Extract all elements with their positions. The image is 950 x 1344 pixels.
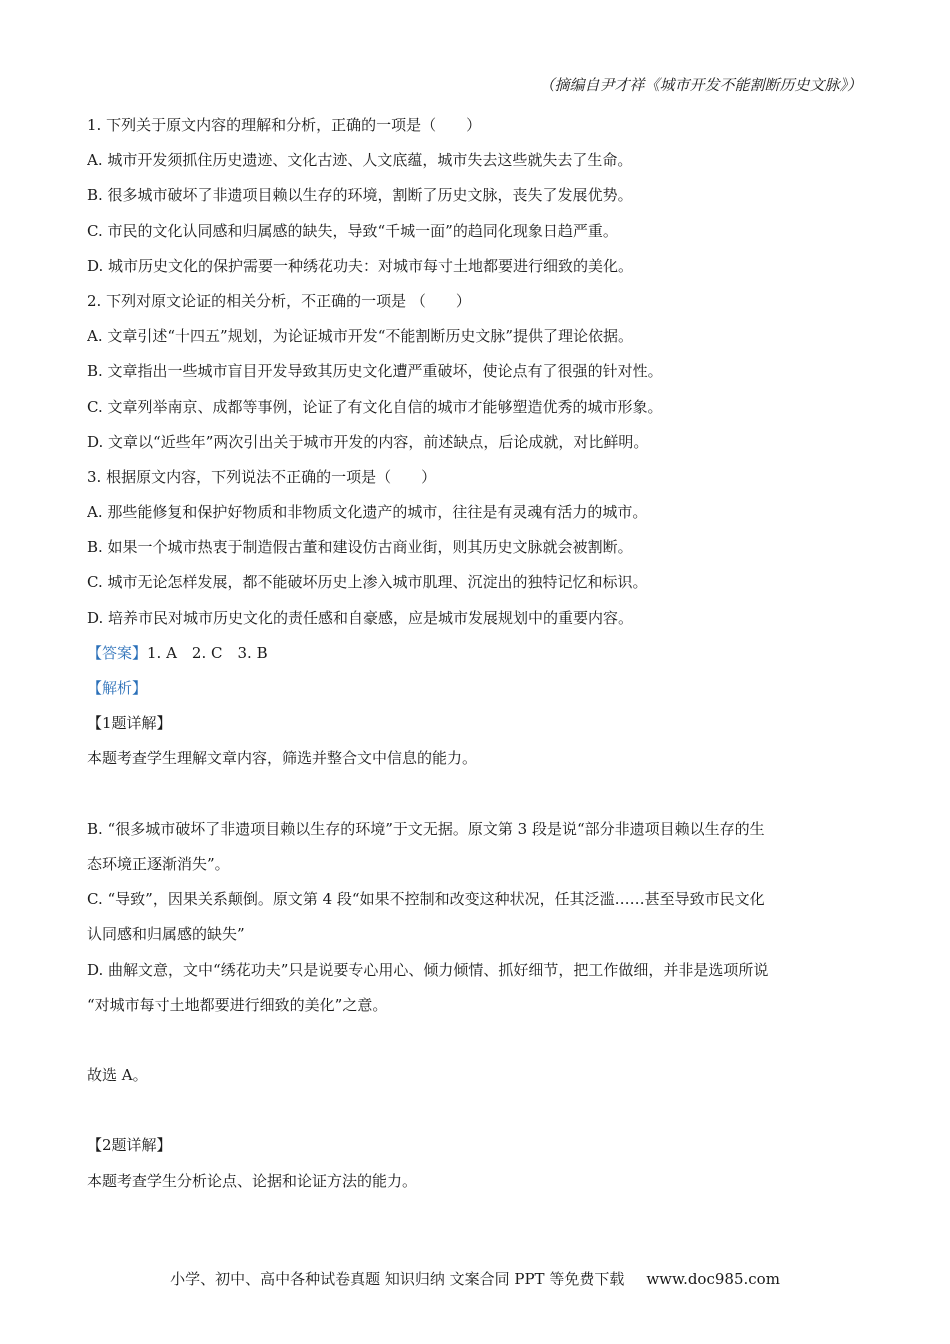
page-footer — [0, 1268, 950, 1289]
q1-conclusion: 故选 A。 — [87, 1066, 148, 1085]
spacer — [87, 1093, 867, 1128]
spacer — [87, 777, 867, 812]
question-2-stem: 2. 下列对原文论证的相关分析，不正确的一项是 （ ） — [87, 291, 471, 310]
answer-text: 1. A 2. C 3. B — [147, 643, 268, 662]
q1-option-d-explanation-cont: “对城市每寸土地都要进行细致的美化”之意。 — [87, 995, 388, 1014]
question-3-option-c: C. 城市无论怎样发展，都不能破坏历史上渗入城市肌理、沉淀出的独特记忆和标识。 — [87, 573, 648, 592]
question-1-option-b: B. 很多城市破坏了非遗项目赖以生存的环境，割断了历史文脉，丧失了发展优势。 — [87, 186, 633, 205]
answer-tag: 【答案】 — [87, 643, 148, 662]
question-3-option-b: B. 如果一个城市热衷于制造假古董和建设仿古商业街，则其历史文脉就会被割断。 — [87, 538, 633, 557]
question-3-stem: 3. 根据原文内容，下列说法不正确的一项是（ ） — [87, 467, 437, 486]
question-1-option-a: A. 城市开发须抓住历史遗迹、文化古迹、人文底蕴，城市失去这些就失去了生命。 — [87, 151, 633, 170]
analysis-line — [87, 671, 867, 706]
question-1-option-d: D. 城市历史文化的保护需要一种绣花功夫：对城市每寸土地都要进行细致的美化。 — [87, 256, 634, 275]
question-3-option-a: A. 那些能修复和保护好物质和非物质文化遗产的城市，往往是有灵魂有活力的城市。 — [87, 503, 648, 522]
question-3-option-d: D. 培养市民对城市历史文化的责任感和自豪感，应是城市发展规划中的重要内容。 — [87, 608, 634, 627]
question-2-option-d: D. 文章以“近些年”两次引出关于城市开发的内容，前述缺点，后论成就，对比鲜明。 — [87, 432, 649, 451]
question-2-option-c: C. 文章列举南京、成都等事例，论证了有文化自信的城市才能够塑造优秀的城市形象。 — [87, 397, 663, 416]
q1-option-c-explanation-cont: 认同感和归属感的缺失” — [87, 925, 245, 944]
q1-detail-heading: 【1题详解】 — [87, 714, 172, 733]
answer-line — [87, 636, 867, 671]
question-2-option-a: A. 文章引述“十四五”规划，为论证城市开发“不能割断历史文脉”提供了理论依据。 — [87, 327, 634, 346]
source-citation: （摘编自尹才祥《城市开发不能割断历史文脉》） — [539, 76, 862, 94]
question-2-option-b: B. 文章指出一些城市盲目开发导致其历史文化遭严重破坏，使论点有了很强的针对性。 — [87, 362, 663, 381]
analysis-tag: 【解析】 — [87, 679, 148, 697]
question-1-stem: 1. 下列关于原文内容的理解和分析，正确的一项是（ ） — [87, 116, 482, 134]
q1-option-b-explanation-cont: 态环境正逐渐消失”。 — [87, 854, 230, 873]
spacer — [87, 1023, 867, 1058]
document-body — [87, 108, 867, 1199]
q2-detail-heading: 【2题详解】 — [87, 1136, 172, 1155]
q2-detail-intro: 本题考查学生分析论点、论据和论证方法的能力。 — [87, 1171, 418, 1190]
q1-option-c-explanation: C. “导致”，因果关系颠倒。原文第 4 段“如果不控制和改变这种状况，任其泛滥……甚至导致市民文化 — [87, 890, 765, 909]
q1-option-d-explanation: D. 曲解文意，文中“绣花功夫”只是说要专心用心、倾力倾情、抓好细节，把工作做细，并非是选项所说 — [87, 960, 769, 979]
footer-url[interactable]: www.doc985.com — [646, 1270, 780, 1288]
q1-detail-intro: 本题考查学生理解文章内容，筛选并整合文中信息的能力。 — [87, 749, 478, 768]
q1-option-b-explanation: B. “很多城市破坏了非遗项目赖以生存的环境”于文无据。原文第 3 段是说“部分非遗项目赖以生存的生 — [87, 819, 765, 838]
question-1-option-c: C. 市民的文化认同感和归属感的缺失，导致“千城一面”的趋同化现象日趋严重。 — [87, 221, 618, 240]
footer-text: 小学、初中、高中各种试卷真题 知识归纳 文案合同 PPT 等免费下载 — [170, 1270, 625, 1288]
